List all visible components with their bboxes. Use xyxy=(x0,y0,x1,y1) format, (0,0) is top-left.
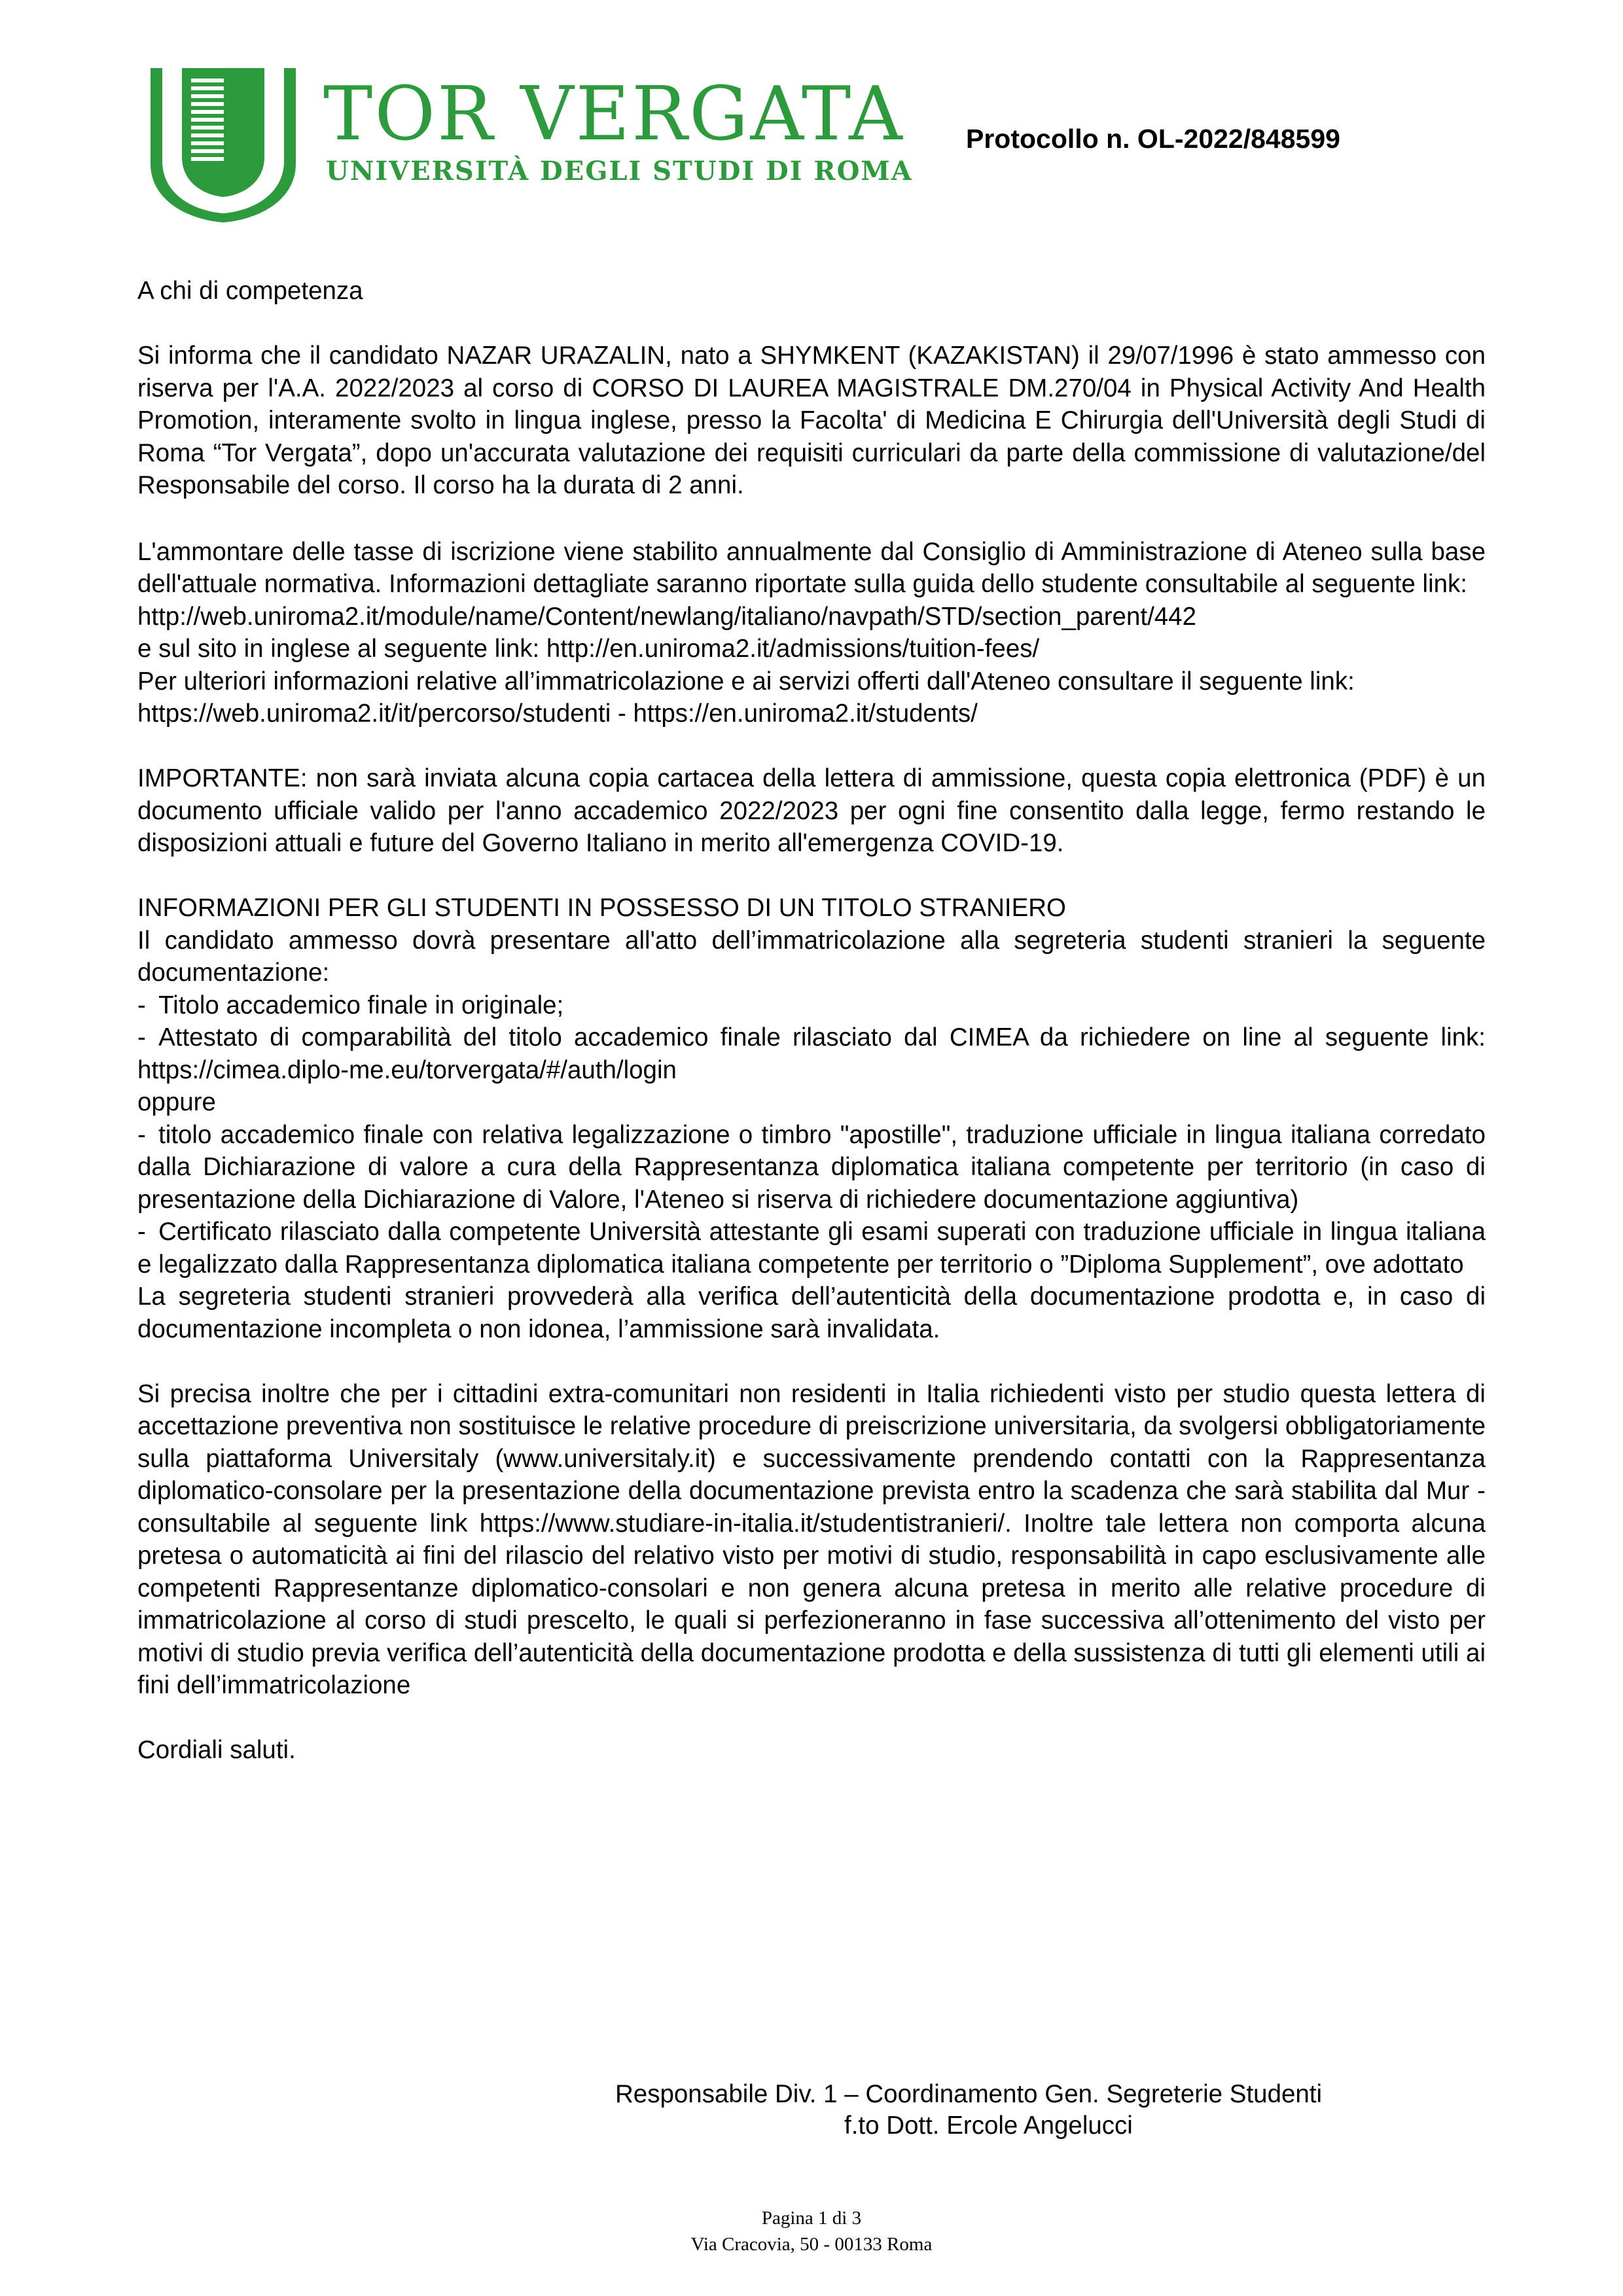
foreign-section-title: INFORMAZIONI PER GLI STUDENTI IN POSSESSO DI UN TITOLO STRANIERO xyxy=(137,894,1066,922)
closing: Cordiali saluti. xyxy=(137,1736,296,1764)
oppure-text: oppure xyxy=(137,1088,216,1116)
protocol-number: Protocollo n. OL-2022/848599 xyxy=(966,124,1340,154)
page-number: Pagina 1 di 3 xyxy=(761,2208,862,2229)
students-links[interactable]: https://web.uniroma2.it/it/percorso/studenti - https://en.uniroma2.it/students/ xyxy=(137,699,978,728)
foreign-outro: La segreteria studenti stranieri provvederà alla verifica dell’autenticità della documentazione prodotta e, in caso di documentazione incompleta o non idonea, l’ammissione sarà invalidata. xyxy=(137,1282,1486,1343)
logo-subtitle: UNIVERSITÀ DEGLI STUDI DI ROMA xyxy=(326,156,913,186)
university-logo xyxy=(148,65,913,225)
logo-title: TOR VERGATA xyxy=(323,71,904,157)
more-info-text: Per ulteriori informazioni relative all’immatricolazione e ai servizi offerti dall'Ateneo consultare il seguente link: xyxy=(137,667,1355,696)
signatory-name: f.to Dott. Ercole Angelucci xyxy=(844,2111,1133,2140)
page-footer xyxy=(0,2205,1623,2257)
important-notice: IMPORTANTE: non sarà inviata alcuna copia cartacea della lettera di ammissione, questa copia elettronica (PDF) è un documento ufficiale valido per l'anno accademico 2022/2023 per ogni fine consentito dalla legge, fermo restando le disposizioni attuali e future del Governo Italiano in merito all'emergenza COVID-19. xyxy=(137,764,1486,857)
signatory-role: Responsabile Div. 1 – Coordinamento Gen. Segreterie Studenti xyxy=(615,2080,1323,2108)
greeting: A chi di competenza xyxy=(137,277,363,305)
student-guide-link[interactable]: http://web.uniroma2.it/module/name/Content/newlang/italiano/navpath/STD/section_parent/442 xyxy=(137,602,1196,631)
visa-paragraph: Si precisa inoltre che per i cittadini extra-comunitari non residenti in Italia richiedenti visto per studio questa lettera di accettazione preventiva non sostituisce le relative procedure di preiscrizione universitaria, da svolgersi obbligatoriamente sulla piattaforma Universitaly (www.universitaly.it) e successivamente prendendo contatti con la Rappresentanza diplomatico-consolare per la presentazione della documentazione prevista entro la scadenza che sarà stabilita dal Mur - consultabile al seguente link https://www.studiare-in-italia.it/studentistranieri/. Inoltre tale lettera non comporta alcuna pretesa o automaticità ai fini del rilascio del relativo visto per motivi di studio, responsabilità in capo esclusivamente alle competenti Rappresentanze diplomatico-consolari e non genera alcuna pretesa in merito alle relative procedure di immatricolazione al corso di studi prescelto, le quali si perfezioneranno in fase successiva all’ottenimento del visto per motivi di studio previa verifica dell’autenticità della documentazione prodotta e della sussistenza di tutti gli elementi utili ai fini dell’immatricolazione xyxy=(137,1379,1486,1699)
fees-paragraph: L'ammontare delle tasse di iscrizione viene stabilito annualmente dal Consiglio di Amministrazione di Ateneo sulla base dell'attuale normativa. Informazioni dettagliate saranno riportate sulla guida dello studente consultabile al seguente link: xyxy=(137,537,1486,598)
document-item: - Attestato di comparabilità del titolo accademico finale rilasciato dal CIMEA da richiedere on line al seguente link: https://cimea.diplo-me.eu/torvergata/#/auth/login xyxy=(137,1023,1486,1084)
university-shield-icon xyxy=(148,65,298,225)
letter-body xyxy=(137,275,1486,1767)
document-item: - titolo accademico finale con relativa legalizzazione o timbro "apostille", traduzione ufficiale in lingua italiana corredato dalla Dichiarazione di valore a cura della Rappresentanza diplomatica italiana competente per territorio (in caso di presentazione della Dichiarazione di Valore, l'Ateneo si riserva di richiedere documentazione aggiuntiva) xyxy=(137,1120,1486,1214)
footer-address: Via Cracovia, 50 - 00133 Roma xyxy=(690,2234,933,2255)
document-item: - Certificato rilasciato dalla competente Università attestante gli esami superati con traduzione ufficiale in lingua italiana e legalizzato dalla Rappresentanza diplomatica italiana competente per territorio o ”Diploma Supplement”, ove adottato xyxy=(137,1218,1486,1279)
english-site-link[interactable]: e sul sito in inglese al seguente link: http://en.uniroma2.it/admissions/tuition-fees/ xyxy=(137,635,1040,663)
document-item: - Titolo accademico finale in originale; xyxy=(137,991,564,1019)
foreign-intro: Il candidato ammesso dovrà presentare all'atto dell’immatricolazione alla segreteria studenti stranieri la seguente documentazione: xyxy=(137,926,1486,987)
admission-paragraph: Si informa che il candidato NAZAR URAZALIN, nato a SHYMKENT (KAZAKISTAN) il 29/07/1996 è stato ammesso con riserva per l'A.A. 2022/2023 al corso di CORSO DI LAUREA MAGISTRALE DM.270/04 in Physical Activity And Health Promotion, interamente svolto in lingua inglese, presso la Facolta' di Medicina E Chirurgia dell'Università degli Studi di Roma “Tor Vergata”, dopo un'accurata valutazione dei requisiti curriculari da parte della commissione di valutazione/del Responsabile del corso. Il corso ha la durata di 2 anni. xyxy=(137,342,1486,499)
